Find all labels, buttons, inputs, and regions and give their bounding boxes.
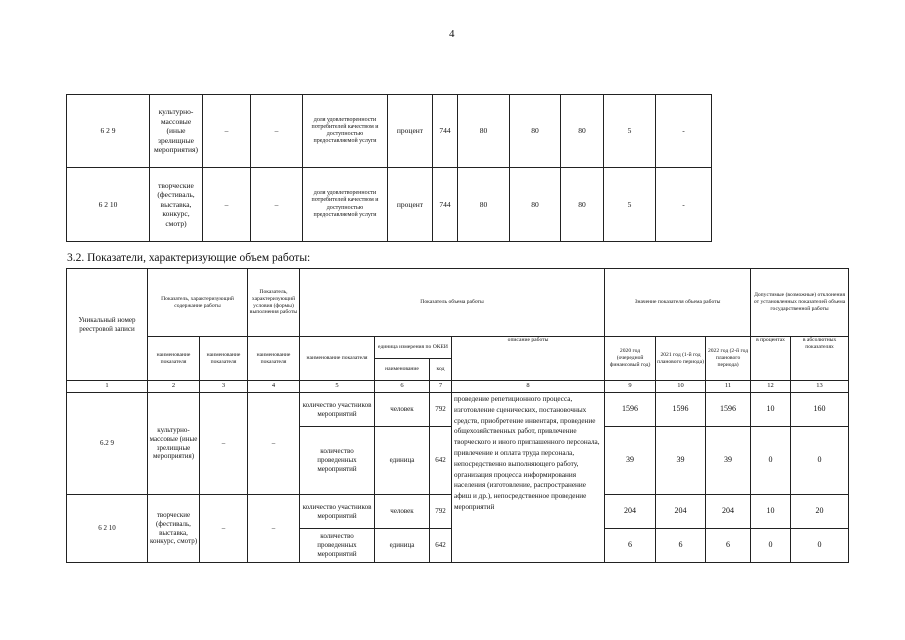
value-2022: 80 bbox=[561, 95, 604, 168]
value-2020: 80 bbox=[458, 168, 510, 242]
column-number: 9 bbox=[605, 381, 656, 393]
value-2020: 1596 bbox=[605, 393, 656, 427]
header-year-2022: 2022 год (2-й год планового периода) bbox=[706, 337, 751, 381]
value-2021: 80 bbox=[510, 168, 561, 242]
header-deviation-percent: в процентах bbox=[751, 337, 791, 381]
volume-indicator-name: количество проведенных мероприятий bbox=[300, 529, 375, 563]
header-deviation-group: Допустимые (возможные) отклонения от установленных показателей объема государственной работы bbox=[751, 269, 849, 337]
dash-cell: – bbox=[248, 393, 300, 495]
dash-cell: – bbox=[203, 95, 251, 168]
unit-name: человек bbox=[375, 495, 430, 529]
dash-cell: – bbox=[248, 495, 300, 563]
column-number-row bbox=[67, 381, 849, 393]
deviation-percent: 5 bbox=[604, 95, 656, 168]
unit-name: единица bbox=[375, 427, 430, 495]
volume-indicators-table bbox=[66, 268, 849, 563]
deviation-absolute: 0 bbox=[791, 427, 849, 495]
table-row bbox=[67, 168, 712, 242]
dash-cell: – bbox=[203, 168, 251, 242]
volume-indicator-name: количество участников мероприятий bbox=[300, 393, 375, 427]
deviation-absolute: - bbox=[656, 95, 712, 168]
value-2022: 80 bbox=[561, 168, 604, 242]
column-number: 2 bbox=[148, 381, 200, 393]
quality-indicator-name: доля удовлетворенности потребителей качеством и доступностью предоставляемой услуги bbox=[303, 168, 388, 242]
section-title: 3.2. Показатели, характеризующие объем работы: bbox=[67, 252, 311, 264]
okei-code: 792 bbox=[430, 393, 452, 427]
deviation-absolute: 0 bbox=[791, 529, 849, 563]
column-number: 11 bbox=[706, 381, 751, 393]
registry-code: 6 2 10 bbox=[67, 168, 150, 242]
okei-code: 642 bbox=[430, 427, 452, 495]
header-deviation-absolute: в абсолютных показателях bbox=[791, 337, 849, 381]
value-2021: 204 bbox=[656, 495, 706, 529]
header-okei-name: наименование bbox=[375, 359, 430, 381]
dash-cell: – bbox=[251, 95, 303, 168]
volume-indicator-name: количество проведенных мероприятий bbox=[300, 427, 375, 495]
value-2022: 39 bbox=[706, 427, 751, 495]
dash-cell: – bbox=[251, 168, 303, 242]
header-indicator-name: наименование показателя bbox=[248, 337, 300, 381]
header-indicator-name: наименование показателя bbox=[300, 337, 375, 381]
registry-code: 6.2 9 bbox=[67, 393, 148, 495]
value-2020: 6 bbox=[605, 529, 656, 563]
column-number: 3 bbox=[200, 381, 248, 393]
header-unique-number: Уникальный номер реестровой записи bbox=[67, 269, 148, 381]
header-indicator-name: наименование показателя bbox=[148, 337, 200, 381]
unit-name: процент bbox=[388, 168, 433, 242]
value-2021: 1596 bbox=[656, 393, 706, 427]
deviation-absolute: 160 bbox=[791, 393, 849, 427]
page-number: 4 bbox=[449, 28, 455, 40]
header-conditions-group: Показатель, характеризующий условия (формы) выполнения работы bbox=[248, 269, 300, 337]
deviation-percent: 0 bbox=[751, 529, 791, 563]
column-number: 4 bbox=[248, 381, 300, 393]
dash-cell: – bbox=[200, 393, 248, 495]
value-2020: 80 bbox=[458, 95, 510, 168]
dash-cell: – bbox=[200, 495, 248, 563]
column-number: 8 bbox=[452, 381, 605, 393]
value-2022: 204 bbox=[706, 495, 751, 529]
column-number: 13 bbox=[791, 381, 849, 393]
deviation-percent: 10 bbox=[751, 495, 791, 529]
table-row bbox=[67, 95, 712, 168]
header-okei-code: код bbox=[430, 359, 452, 381]
column-number: 7 bbox=[430, 381, 452, 393]
value-2022: 6 bbox=[706, 529, 751, 563]
column-number: 1 bbox=[67, 381, 148, 393]
value-2020: 39 bbox=[605, 427, 656, 495]
okei-code: 642 bbox=[430, 529, 452, 563]
deviation-percent: 5 bbox=[604, 168, 656, 242]
unit-name: процент bbox=[388, 95, 433, 168]
table-row bbox=[67, 393, 849, 427]
okei-code: 792 bbox=[430, 495, 452, 529]
registry-code: 6 2 9 bbox=[67, 95, 150, 168]
header-volume-group: Показатель объема работы bbox=[300, 269, 605, 337]
header-value-group: Значение показателя объема работы bbox=[605, 269, 751, 337]
registry-code: 6 2 10 bbox=[67, 495, 148, 563]
header-row bbox=[67, 337, 849, 359]
okei-code: 744 bbox=[433, 168, 458, 242]
column-number: 12 bbox=[751, 381, 791, 393]
content-indicator: культурно-массовые (иные зрелищные мероприятия) bbox=[148, 393, 200, 495]
header-content-group: Показатель, характеризующий содержание работы bbox=[148, 269, 248, 337]
header-row bbox=[67, 269, 849, 337]
value-2021: 6 bbox=[656, 529, 706, 563]
unit-name: единица bbox=[375, 529, 430, 563]
content-indicator: культурно-массовые (иные зрелищные мероприятия) bbox=[150, 95, 203, 168]
header-work-description: описание работы bbox=[452, 337, 605, 381]
deviation-percent: 10 bbox=[751, 393, 791, 427]
column-number: 10 bbox=[656, 381, 706, 393]
column-number: 5 bbox=[300, 381, 375, 393]
content-indicator: творческие (фестиваль, выставка, конкурс, смотр) bbox=[148, 495, 200, 563]
header-indicator-name: наименование показателя bbox=[200, 337, 248, 381]
deviation-absolute: - bbox=[656, 168, 712, 242]
header-okei-unit: единица измерения по ОКЕИ bbox=[375, 337, 452, 359]
okei-code: 744 bbox=[433, 95, 458, 168]
deviation-absolute: 20 bbox=[791, 495, 849, 529]
column-number: 6 bbox=[375, 381, 430, 393]
value-2022: 1596 bbox=[706, 393, 751, 427]
unit-name: человек bbox=[375, 393, 430, 427]
value-2021: 80 bbox=[510, 95, 561, 168]
header-year-2021: 2021 год (1-й год планового периода) bbox=[656, 337, 706, 381]
quality-indicators-table bbox=[66, 94, 712, 242]
header-year-2020: 2020 год (очередной финансовый год) bbox=[605, 337, 656, 381]
volume-indicator-name: количество участников мероприятий bbox=[300, 495, 375, 529]
work-description-text: проведение репетиционного процесса, изготовление сценических, постановочных средств, приобретение инвентаря, проведение общехозяйственных работ, привлечение творческого и иного приглашенного персонала, привлечение и оплата труда персонала, непосредственно выполняющего работу, организация процесса информирования населения (изготовление, распространение афиш и др.), непосредственное проведение мероприятий bbox=[452, 393, 605, 563]
deviation-percent: 0 bbox=[751, 427, 791, 495]
content-indicator: творческие (фестиваль, выставка, конкурс, смотр) bbox=[150, 168, 203, 242]
quality-indicator-name: доля удовлетворенности потребителей качеством и доступностью предоставляемой услуги bbox=[303, 95, 388, 168]
value-2021: 39 bbox=[656, 427, 706, 495]
value-2020: 204 bbox=[605, 495, 656, 529]
